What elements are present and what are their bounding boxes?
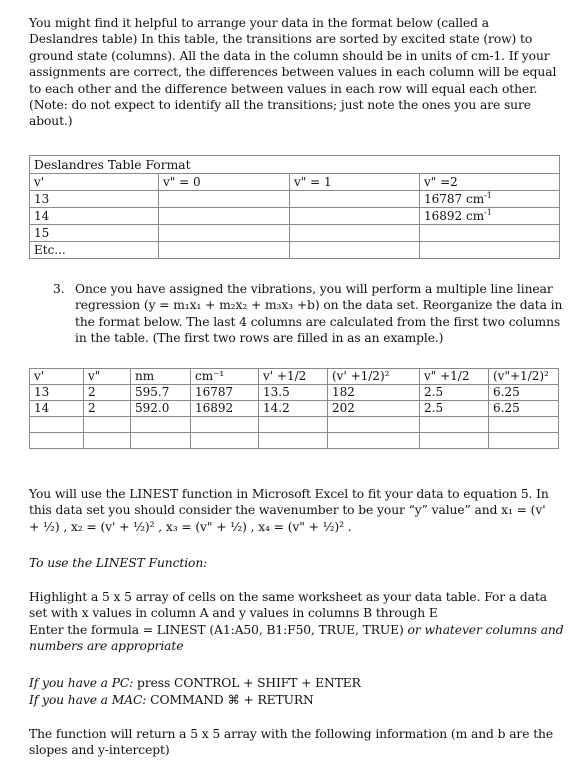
table-cell	[159, 208, 290, 225]
table-cell	[290, 225, 420, 242]
table-row	[30, 417, 559, 433]
table-header-row	[30, 174, 560, 191]
table-cell: 595.7	[131, 385, 191, 401]
step-3-text: Once you have assigned the vibrations, you will perform a multiple line linear regression (y = m₁x₁ + m₂x₂ + m₃x₃ +b) on the data set. Reorganize the data in the format below. The last 4 columns are calculated from the first two columns in the table. (The first two rows are filled in as an example.)	[75, 282, 563, 346]
table-cell	[84, 417, 131, 433]
table-cell: 16787	[191, 385, 259, 401]
header-cell: v'	[30, 174, 159, 191]
header-cell: v'	[30, 369, 84, 385]
table-cell: 6.25	[489, 385, 559, 401]
header-cell: v' +1/2	[259, 369, 328, 385]
table-cell: 15	[30, 225, 159, 242]
linest-paragraph: You will use the LINEST function in Microsoft Excel to fit your data to equation 5. In this data set you should consider the wavenumber to be your “y” value” and x₁ = (v' + ½) , x₂ = (v' + ½)² , x₃ = (v" + ½) , x₄ = (v" + ½)² .	[29, 487, 549, 534]
table-cell	[191, 433, 259, 449]
table-row	[30, 433, 559, 449]
table-cell: 2.5	[420, 401, 489, 417]
table-cell	[159, 191, 290, 208]
table-cell: 182	[328, 385, 420, 401]
pc-keys: press CONTROL + SHIFT + ENTER	[133, 676, 361, 690]
table-cell	[131, 417, 191, 433]
table-cell: 16892	[191, 401, 259, 417]
table-cell	[489, 433, 559, 449]
pc-instruction	[29, 675, 361, 691]
table-cell	[290, 191, 420, 208]
table-cell	[328, 433, 420, 449]
table-cell	[191, 417, 259, 433]
table-cell: 14	[30, 208, 159, 225]
formula-note: or whatever columns and numbers are appropriate	[29, 622, 564, 654]
header-cell: v" = 0	[159, 174, 290, 191]
unit-exponent: -1	[484, 191, 492, 200]
table-cell	[328, 417, 420, 433]
table-row	[30, 401, 559, 417]
linest-howto-heading: To use the LINEST Function:	[29, 556, 208, 570]
table-cell	[489, 417, 559, 433]
header-cell: v" =2	[420, 174, 560, 191]
table-cell	[159, 225, 290, 242]
unit-exponent: -1	[484, 208, 492, 217]
deslandres-table-caption: Deslandres Table Format	[30, 156, 560, 174]
intro-paragraph: You might find it helpful to arrange your data in the format below (called a Deslandres table) In this table, the transitions are sorted by excited state (row) to ground state (columns). All the data in the column should be in units of cm-1. If your assignments are correct, the differences between values in each column will be equal to each other and the difference between values in each row will equal each other. (Note: do not expect to identify all the transitions; just note the ones you are sure about.)	[29, 16, 557, 129]
mac-keys: COMMAND ⌘ + RETURN	[146, 693, 314, 707]
table-row	[30, 225, 560, 242]
table-row	[30, 385, 559, 401]
deslandres-table	[29, 155, 560, 259]
table-cell: 13	[30, 191, 159, 208]
table-cell: 13	[30, 385, 84, 401]
table-row	[30, 191, 560, 208]
header-cell: cm⁻¹	[191, 369, 259, 385]
table-cell	[84, 433, 131, 449]
table-cell: 2.5	[420, 385, 489, 401]
table-cell	[159, 242, 290, 259]
table-cell: Etc...	[30, 242, 159, 259]
table-cell: 202	[328, 401, 420, 417]
step-number: 3.	[53, 282, 65, 296]
table-cell: 2	[84, 401, 131, 417]
table-cell: 13.5	[259, 385, 328, 401]
regression-data-table	[29, 368, 559, 449]
wavenumber-value: 16787 cm	[424, 192, 485, 206]
mac-label: If you have a MAC:	[29, 693, 147, 707]
header-cell: v" +1/2	[420, 369, 489, 385]
table-cell	[290, 242, 420, 259]
table-cell	[30, 433, 84, 449]
table-cell	[30, 417, 84, 433]
table-cell	[420, 417, 489, 433]
step-3-paragraph	[53, 281, 565, 347]
header-cell: (v' +1/2)²	[328, 369, 420, 385]
highlight-line: Highlight a 5 x 5 array of cells on the same worksheet as your data table. For a data set with x values in column A and y values in columns B through E	[29, 590, 547, 621]
wavenumber-value: 16892 cm	[424, 209, 485, 223]
mac-instruction	[29, 692, 314, 708]
table-cell	[259, 417, 328, 433]
table-cell: 2	[84, 385, 131, 401]
table-row	[30, 242, 560, 259]
pc-label: If you have a PC:	[29, 676, 134, 690]
highlight-instructions	[29, 589, 564, 655]
table-cell	[290, 208, 420, 225]
table-header-row	[30, 369, 559, 385]
table-cell	[420, 242, 560, 259]
table-cell	[420, 208, 560, 225]
table-cell	[259, 433, 328, 449]
returns-paragraph: The function will return a 5 x 5 array with the following information (m and b are the slopes and y-intercept)	[29, 727, 554, 758]
header-cell: v" = 1	[290, 174, 420, 191]
table-row	[30, 208, 560, 225]
table-cell	[420, 191, 560, 208]
table-cell	[420, 225, 560, 242]
table-cell: 14.2	[259, 401, 328, 417]
header-cell: nm	[131, 369, 191, 385]
table-cell: 592.0	[131, 401, 191, 417]
table-cell	[131, 433, 191, 449]
table-cell: 6.25	[489, 401, 559, 417]
formula-line: Enter the formula = LINEST (A1:A50, B1:F50, TRUE, TRUE)	[29, 622, 404, 637]
header-cell: (v"+1/2)²	[489, 369, 559, 385]
header-cell: v"	[84, 369, 131, 385]
table-cell: 14	[30, 401, 84, 417]
table-cell	[420, 433, 489, 449]
